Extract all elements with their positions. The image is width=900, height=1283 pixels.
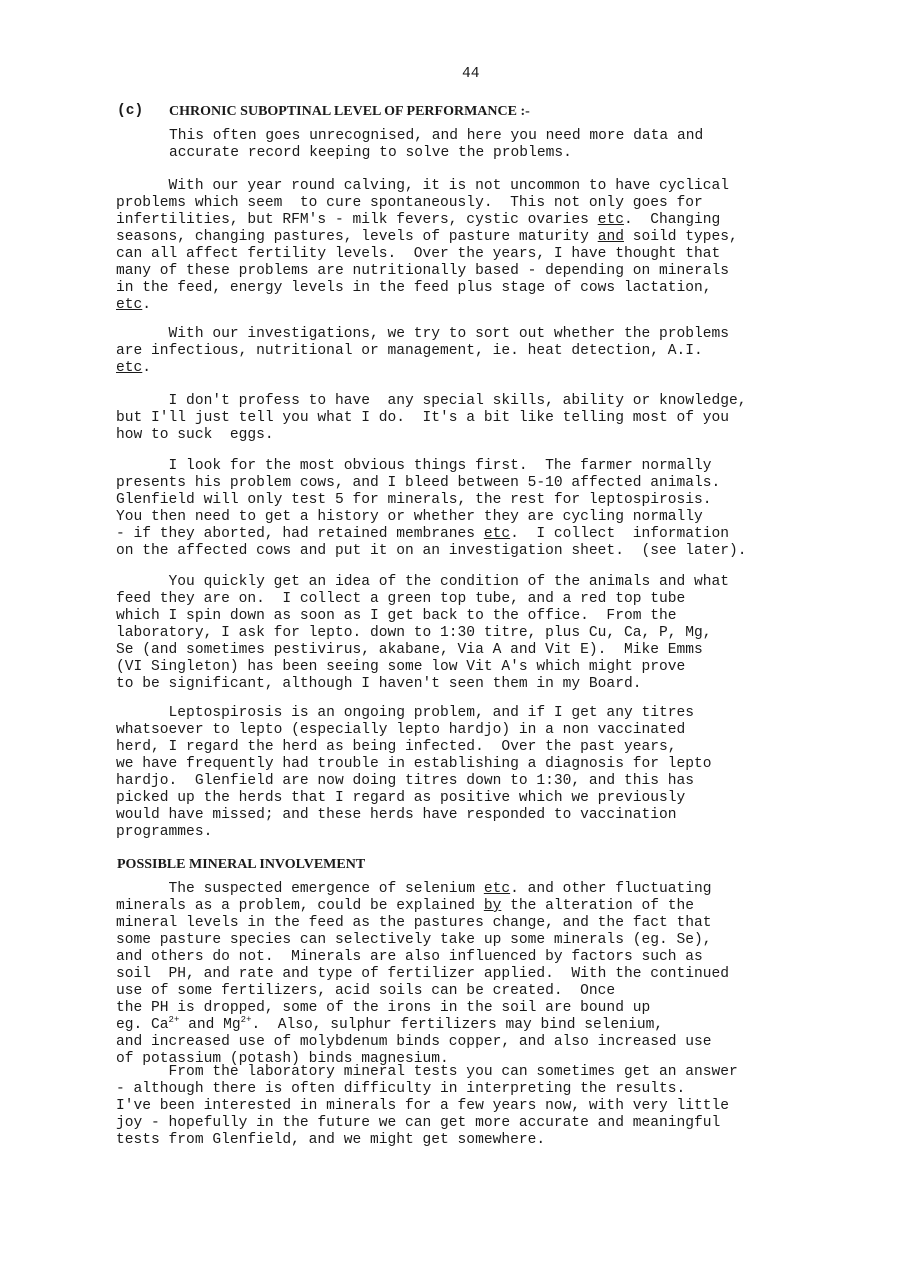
- text-line: use of some fertilizers, acid soils can be created. Once: [116, 983, 616, 999]
- text-line: etc.: [116, 297, 152, 313]
- section-title: CHRONIC SUBOPTINAL LEVEL OF PERFORMANCE :-: [169, 104, 530, 119]
- text-line: the PH is dropped, some of the irons in the soil are bound up: [116, 1000, 651, 1016]
- text-line: Glenfield will only test 5 for minerals, the rest for leptospirosis.: [116, 492, 712, 508]
- paragraph-obvious-things: [116, 458, 747, 560]
- text-line: I look for the most obvious things first. The farmer normally: [116, 458, 712, 474]
- text-line: whatsoever to lepto (especially lepto hardjo) in a non vaccinated: [116, 722, 686, 738]
- paragraph-lab-tests: [116, 1064, 738, 1149]
- text-line: programmes.: [116, 824, 213, 840]
- text-line: With our year round calving, it is not uncommon to have cyclical: [116, 178, 730, 194]
- text-line: joy - hopefully in the future we can get more accurate and meaningful: [116, 1115, 721, 1131]
- text-line: etc.: [116, 360, 152, 376]
- text-line: You quickly get an idea of the condition of the animals and what: [116, 574, 730, 590]
- text-line: presents his problem cows, and I bleed between 5-10 affected animals.: [116, 475, 721, 491]
- text-line: feed they are on. I collect a green top tube, and a red top tube: [116, 591, 686, 607]
- paragraph-cyclical-problems: [116, 178, 738, 314]
- text-line: I've been interested in minerals for a few years now, with very little: [116, 1098, 730, 1114]
- text-line: From the laboratory mineral tests you can sometimes get an answer: [116, 1064, 738, 1080]
- text-line: picked up the herds that I regard as positive which we previously: [116, 790, 686, 806]
- text-line: The suspected emergence of selenium etc. and other fluctuating: [116, 881, 712, 897]
- paragraph-leptospirosis: [116, 705, 712, 841]
- text-line: Se (and sometimes pestivirus, akabane, Via A and Vit E). Mike Emms: [116, 642, 703, 658]
- paragraph-skills: [116, 393, 747, 444]
- text-line: some pasture species can selectively take up some minerals (eg. Se),: [116, 932, 712, 948]
- text-line: herd, I regard the herd as being infected. Over the past years,: [116, 739, 677, 755]
- text-line: hardjo. Glenfield are now doing titres down to 1:30, and this has: [116, 773, 695, 789]
- section-label: (c): [117, 103, 144, 119]
- text-line: how to suck eggs.: [116, 427, 274, 443]
- text-line: would have missed; and these herds have responded to vaccination: [116, 807, 677, 823]
- text-line: mineral levels in the feed as the pastures change, and the fact that: [116, 915, 712, 931]
- paragraph-selenium: [116, 881, 729, 1068]
- text-line: This often goes unrecognised, and here you need more data and: [169, 128, 704, 144]
- text-line: we have frequently had trouble in establishing a diagnosis for lepto: [116, 756, 712, 772]
- text-line: minerals as a problem, could be explained by the alteration of the: [116, 898, 695, 914]
- paragraph-condition: [116, 574, 729, 693]
- page-number: 44: [462, 66, 480, 82]
- text-line: (VI Singleton) has been seeing some low Vit A's which might prove: [116, 659, 686, 675]
- text-line: soil PH, and rate and type of fertilizer applied. With the continued: [116, 966, 730, 982]
- text-line: of potassium (potash) binds magnesium.: [116, 1051, 449, 1067]
- text-line: You then need to get a history or whether they are cycling normally: [116, 509, 703, 525]
- text-line: - although there is often difficulty in interpreting the results.: [116, 1081, 686, 1097]
- paragraph-investigations: [116, 326, 729, 377]
- text-line: - if they aborted, had retained membranes etc. I collect information: [116, 526, 730, 542]
- paragraph-intro: [169, 128, 703, 162]
- text-line: eg. $Ca^{2+}$ and $Mg^{2+}$. Also, sulphur fertilizers may bind selenium,: [116, 1015, 664, 1033]
- text-line: Leptospirosis is an ongoing problem, and if I get any titres: [116, 705, 695, 721]
- text-line: but I'll just tell you what I do. It's a bit like telling most of you: [116, 410, 730, 426]
- text-line: seasons, changing pastures, levels of pasture maturity and soild types,: [116, 229, 738, 245]
- text-line: many of these problems are nutritionally based - depending on minerals: [116, 263, 730, 279]
- text-line: to be significant, although I haven't seen them in my Board.: [116, 676, 642, 692]
- text-line: tests from Glenfield, and we might get somewhere.: [116, 1132, 546, 1148]
- text-line: I don't profess to have any special skills, ability or knowledge,: [116, 393, 747, 409]
- text-line: in the feed, energy levels in the feed plus stage of cows lactation,: [116, 280, 712, 296]
- text-line: can all affect fertility levels. Over the years, I have thought that: [116, 246, 721, 262]
- text-line: and others do not. Minerals are also influenced by factors such as: [116, 949, 703, 965]
- text-line: accurate record keeping to solve the problems.: [169, 145, 572, 161]
- text-line: on the affected cows and put it on an investigation sheet. (see later).: [116, 543, 747, 559]
- text-line: and increased use of molybdenum binds copper, and also increased use: [116, 1034, 712, 1050]
- text-line: With our investigations, we try to sort out whether the problems: [116, 326, 730, 342]
- text-line: are infectious, nutritional or management, ie. heat detection, A.I.: [116, 343, 703, 359]
- text-line: which I spin down as soon as I get back to the office. From the: [116, 608, 677, 624]
- text-line: infertilities, but RFM's - milk fevers, cystic ovaries etc. Changing: [116, 212, 721, 228]
- subheading-mineral-involvement: POSSIBLE MINERAL INVOLVEMENT: [117, 857, 366, 872]
- text-line: problems which seem to cure spontaneously. This not only goes for: [116, 195, 703, 211]
- text-line: laboratory, I ask for lepto. down to 1:30 titre, plus Cu, Ca, P, Mg,: [116, 625, 712, 641]
